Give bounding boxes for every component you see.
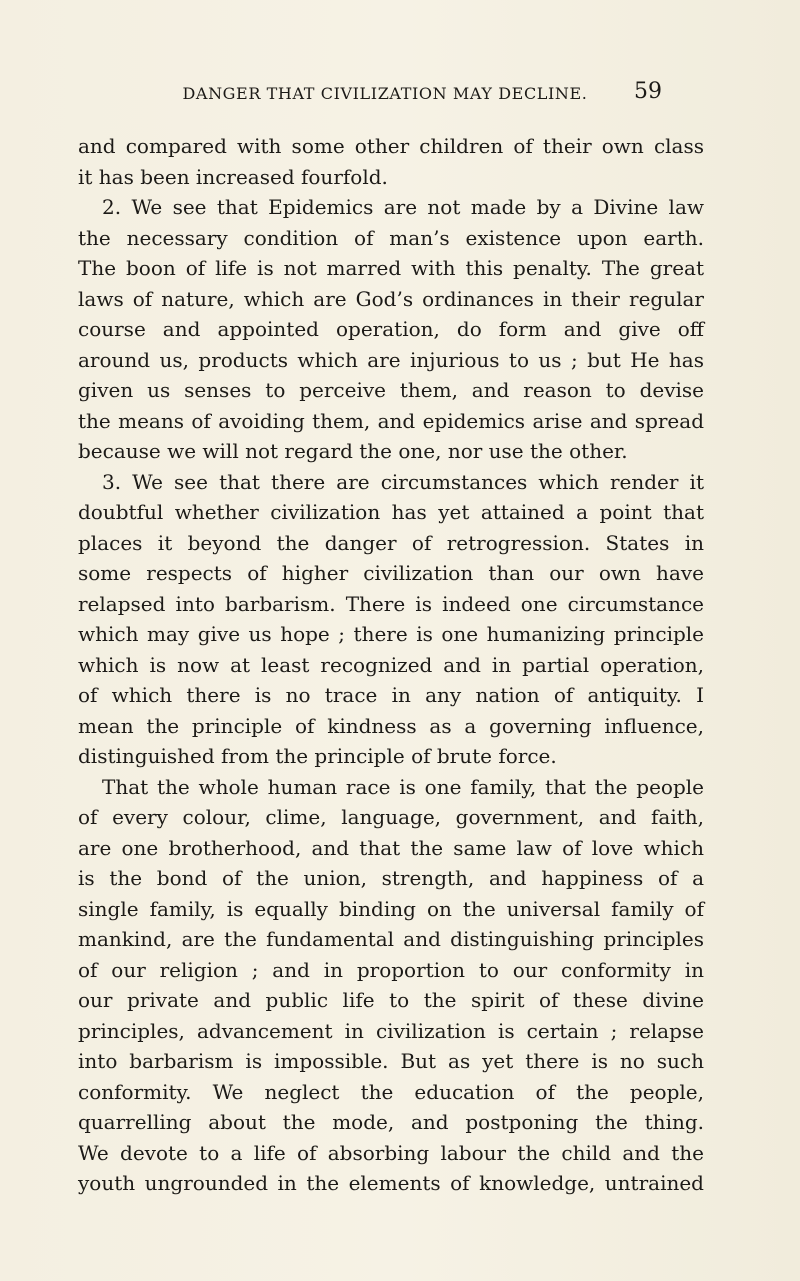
text-line: conformity. We neglect the education of the people, bbox=[78, 1079, 704, 1104]
text-line: mankind, are the fundamental and distinguishing principles bbox=[78, 927, 704, 951]
text-line: which may give us hope ; there is one humanizing principle bbox=[78, 622, 704, 646]
text-line: mean the principle of kindness as a governing influence, bbox=[78, 713, 704, 738]
text-line: around us, products which are injurious to us ; but He has bbox=[78, 347, 704, 372]
text-line: doubtful whether civilization has yet attained a point that bbox=[78, 500, 704, 524]
running-title: DANGER THAT CIVILIZATION MAY DECLINE. bbox=[182, 84, 588, 103]
text-line: principles, advancement in civilization is certain ; relapse bbox=[78, 1018, 704, 1043]
text-line: and compared with some other children of their own class bbox=[78, 134, 704, 158]
text-line: relapsed into barbarism. There is indeed one circumstance bbox=[78, 591, 704, 616]
text-line: 3. We see that there are circumstances which render it bbox=[102, 469, 704, 494]
page-number: 59 bbox=[634, 79, 662, 104]
text-line: That the whole human race is one family, that the people bbox=[102, 774, 704, 799]
text-line: single family, is equally binding on the universal family of bbox=[78, 896, 704, 921]
text-line: given us senses to perceive them, and reason to devise bbox=[78, 378, 704, 402]
body-text bbox=[78, 131, 704, 1199]
text-line: The boon of life is not marred with this penalty. The great bbox=[78, 256, 704, 280]
text-line: places it beyond the danger of retrogression. States in bbox=[78, 530, 704, 555]
text-line: it has been increased fourfold. bbox=[78, 164, 388, 189]
text-line: our private and public life to the spirit of these divine bbox=[78, 988, 704, 1012]
text-line: which is now at least recognized and in partial operation, bbox=[78, 652, 704, 677]
text-line: of which there is no trace in any nation of antiquity. I bbox=[78, 683, 704, 707]
text-line: We devote to a life of absorbing labour the child and the bbox=[78, 1140, 704, 1165]
text-line: because we will not regard the one, nor use the other. bbox=[78, 439, 628, 463]
text-line: course and appointed operation, do form and give off bbox=[78, 317, 704, 341]
text-line: are one brotherhood, and that the same law of love which bbox=[78, 835, 704, 860]
text-line: laws of nature, which are God’s ordinances in their regular bbox=[78, 286, 704, 311]
text-line: of our religion ; and in proportion to our conformity in bbox=[78, 957, 704, 982]
text-line: of every colour, clime, language, government, and faith, bbox=[78, 805, 704, 829]
text-line: 2. We see that Epidemics are not made by a Divine law bbox=[102, 195, 704, 219]
text-line: is the bond of the union, strength, and happiness of a bbox=[78, 866, 704, 890]
text-line: into barbarism is impossible. But as yet there is no such bbox=[78, 1049, 704, 1073]
text-line: the means of avoiding them, and epidemics arise and spread bbox=[78, 408, 704, 433]
text-line: quarrelling about the mode, and postponing the thing. bbox=[78, 1110, 704, 1134]
text-line: youth ungrounded in the elements of knowledge, untrained bbox=[78, 1171, 704, 1195]
text-line: some respects of higher civilization than our own have bbox=[78, 561, 704, 585]
text-line: the necessary condition of man’s existence upon earth. bbox=[78, 225, 704, 250]
text-line: distinguished from the principle of brute force. bbox=[78, 744, 557, 768]
